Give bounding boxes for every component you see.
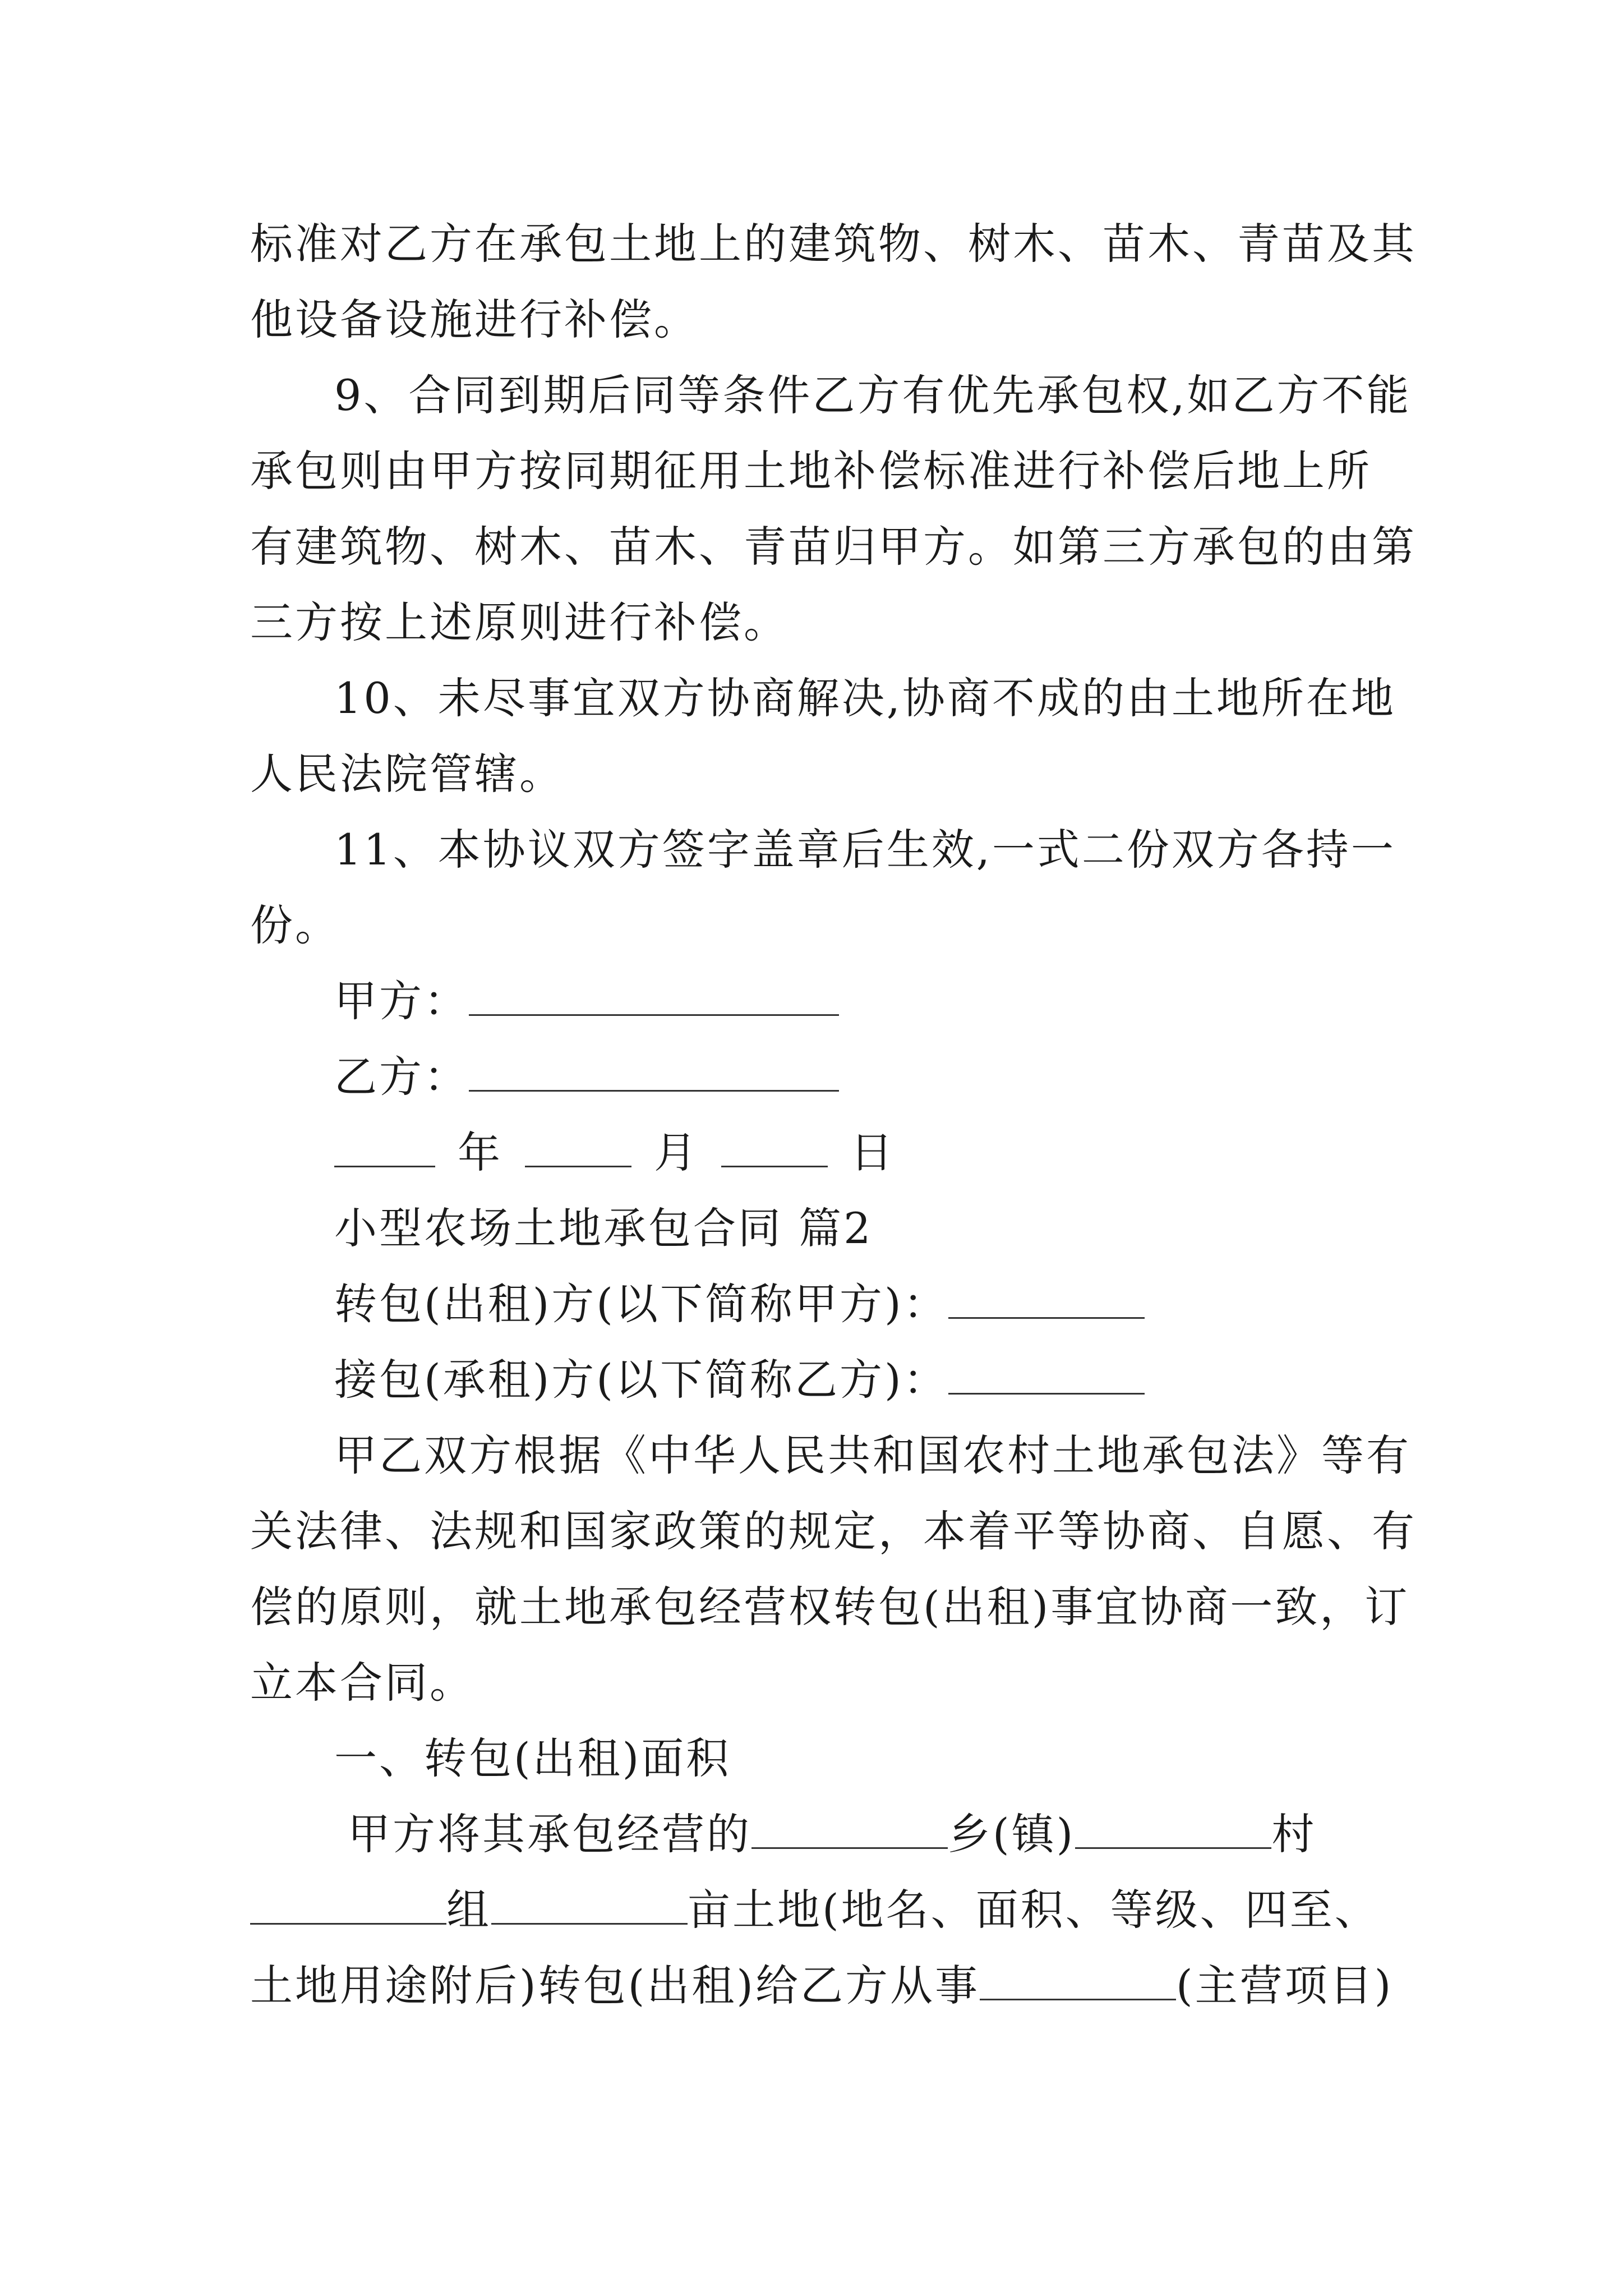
text: 组 (446, 1885, 491, 1935)
contract-title: 小型农场土地承包合同 篇2 (334, 1203, 873, 1253)
paragraph-line: 承包则由甲方按同期征用土地补偿标准进行补偿后地上所 (250, 446, 1372, 496)
clause-9-line: 9、合同到期后同等条件乙方有优先承包权,如乙方不能 (334, 370, 1412, 420)
paragraph-line: 标准对乙方在承包土地上的建筑物、树木、苗木、青苗及其 (250, 219, 1417, 269)
text: 乡(镇) (948, 1809, 1076, 1859)
section-heading: 一、转包(出租)面积 (334, 1733, 731, 1783)
township-blank (751, 1812, 948, 1849)
month-blank (525, 1131, 631, 1167)
paragraph-line: 人民法院管辖。 (250, 749, 564, 799)
paragraph-line: 他设备设施进行补偿。 (250, 295, 699, 344)
party-a-label: 甲方： (334, 976, 469, 1026)
party-b-label: 乙方： (334, 1052, 469, 1102)
day-label: 日 (850, 1128, 895, 1177)
year-label: 年 (458, 1128, 502, 1177)
clause-11-line: 11、本协议双方签字盖章后生效,一式二份双方各持一 (334, 825, 1396, 875)
party-a-blank (469, 979, 839, 1016)
group-blank (250, 1888, 446, 1925)
paragraph-line: 偿的原则，就土地承包经营权转包(出租)事宜协商一致，订 (250, 1582, 1410, 1632)
transferee-line (334, 1352, 1145, 1408)
party-b-blank (469, 1055, 839, 1092)
date-line (334, 1125, 895, 1181)
preamble-line: 甲乙双方根据《中华人民共和国农村土地承包法》等有 (334, 1430, 1411, 1480)
paragraph-line: 立本合同。 (250, 1658, 474, 1708)
section-1-line-3 (250, 1958, 1393, 2014)
transferor-label: 转包(出租)方(以下简称甲方)： (334, 1279, 948, 1329)
business-blank (980, 1964, 1176, 2000)
paragraph-line: 关法律、法规和国家政策的规定，本着平等协商、自愿、有 (250, 1506, 1417, 1556)
month-label: 月 (654, 1128, 699, 1177)
text: 土地用途附后)转包(出租)给乙方从事 (250, 1961, 980, 2010)
village-blank (1075, 1812, 1271, 1849)
text: (主营项目) (1175, 1961, 1394, 2010)
clause-10-line: 10、未尽事宜双方协商解决,协商不成的由土地所在地 (334, 673, 1396, 723)
transferee-label: 接包(承租)方(以下简称乙方)： (334, 1355, 948, 1405)
paragraph-line: 有建筑物、树木、苗木、青苗归甲方。如第三方承包的由第 (250, 522, 1417, 572)
day-blank (721, 1131, 828, 1167)
text: 村 (1271, 1809, 1317, 1859)
year-blank (334, 1131, 435, 1167)
transferor-blank (948, 1282, 1145, 1319)
paragraph-line: 份。 (250, 900, 340, 950)
transferor-line (334, 1276, 1145, 1332)
paragraph-line: 三方按上述原则进行补偿。 (250, 597, 789, 647)
area-blank (491, 1888, 688, 1925)
text: 亩土地(地名、面积、等级、四至、 (688, 1885, 1380, 1935)
section-1-line-2 (250, 1882, 1380, 1938)
text: 甲方将其承包经营的 (348, 1809, 751, 1859)
party-a-signature-line (334, 973, 839, 1029)
section-1-line-1 (348, 1806, 1316, 1862)
party-b-signature-line (334, 1049, 839, 1105)
transferee-blank (948, 1358, 1145, 1395)
